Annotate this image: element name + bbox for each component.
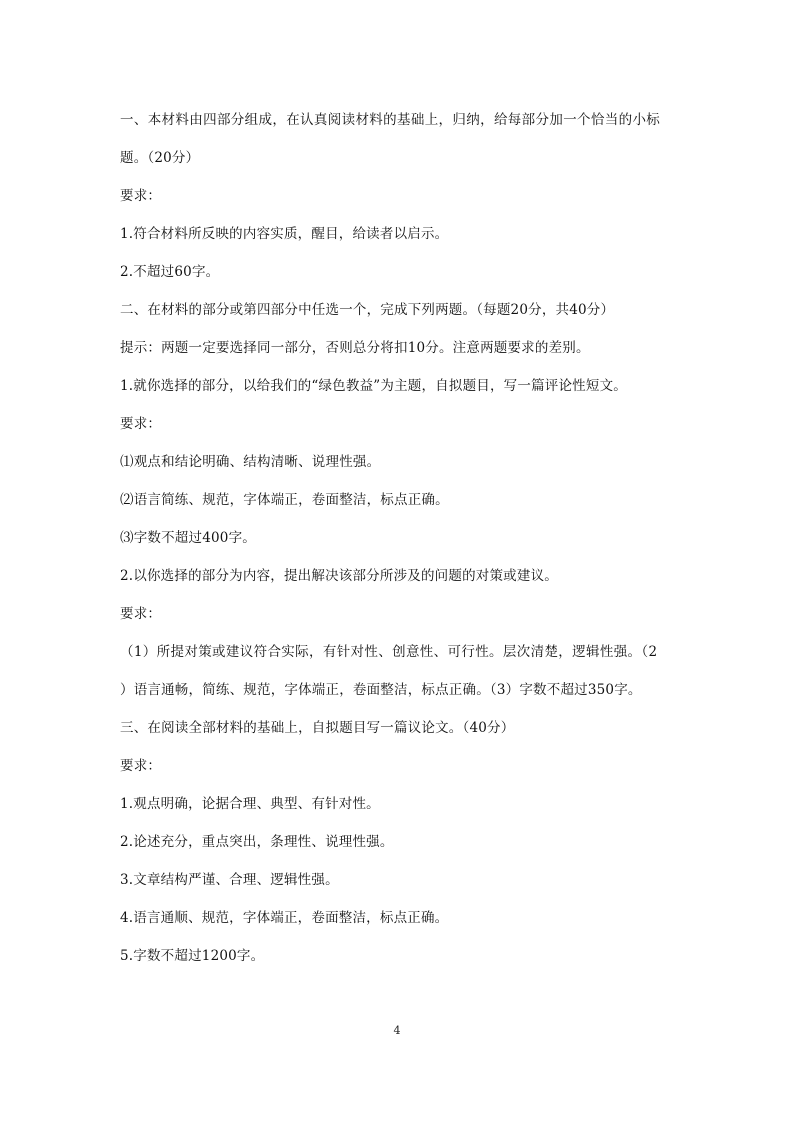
requirement-paragraph-line-1: （1）所提对策或建议符合实际，有针对性、创意性、可行性。层次清楚，逻辑性强。（2 (120, 644, 658, 660)
question-2-prompt: 二、在材料的部分或第四部分中任选一个，完成下列两题。（每题20分，共40分） (120, 302, 615, 318)
requirement-item: 1.符合材料所反映的内容实质，醒目，给读者以启示。 (120, 226, 449, 242)
requirement-item: 2.论述充分，重点突出，条理性、说理性强。 (120, 834, 394, 850)
requirements-heading: 要求： (120, 188, 162, 204)
requirement-item: ⑵语言简练、规范，字体端正，卷面整洁，标点正确。 (120, 492, 449, 508)
requirement-item: 1.观点明确，论据合理、典型、有针对性。 (120, 796, 380, 812)
page-number: 4 (393, 1024, 401, 1037)
requirement-item: ⑴观点和结论明确、结构清晰、说理性强。 (120, 454, 381, 470)
question-1-prompt-line-2: 题。（20分） (120, 150, 200, 166)
requirements-heading: 要求： (120, 758, 162, 774)
requirement-item: 5.字数不超过1200字。 (120, 948, 265, 964)
requirement-paragraph-line-2: ）语言通畅，简练、规范，字体端正，卷面整洁，标点正确。（3）字数不超过350字。 (120, 682, 642, 698)
requirements-heading: 要求： (120, 416, 162, 432)
requirement-item: 4.语言通顺、规范，字体端正，卷面整洁，标点正确。 (120, 910, 449, 926)
subquestion-2-prompt: 2.以你选择的部分为内容，提出解决该部分所涉及的问题的对策或建议。 (120, 568, 558, 584)
requirement-item: 3.文章结构严谨、合理、逻辑性强。 (120, 872, 339, 888)
question-3-prompt: 三、在阅读全部材料的基础上，自拟题目写一篇议论文。（40分） (120, 720, 515, 736)
page-content (120, 111, 680, 985)
requirement-item: ⑶字数不超过400字。 (120, 530, 256, 546)
question-1-prompt-line-1: 一、本材料由四部分组成，在认真阅读材料的基础上，归纳，给每部分加一个恰当的小标 (120, 112, 661, 128)
subquestion-1-prompt: 1.就你选择的部分，以给我们的“绿色教益”为主题，自拟题目，写一篇评论性短文。 (120, 378, 627, 394)
requirement-item: 2.不超过60字。 (120, 264, 220, 280)
requirements-heading: 要求： (120, 606, 162, 622)
hint-text: 提示：两题一定要选择同一部分，否则总分将扣10分。注意两题要求的差别。 (120, 340, 590, 356)
